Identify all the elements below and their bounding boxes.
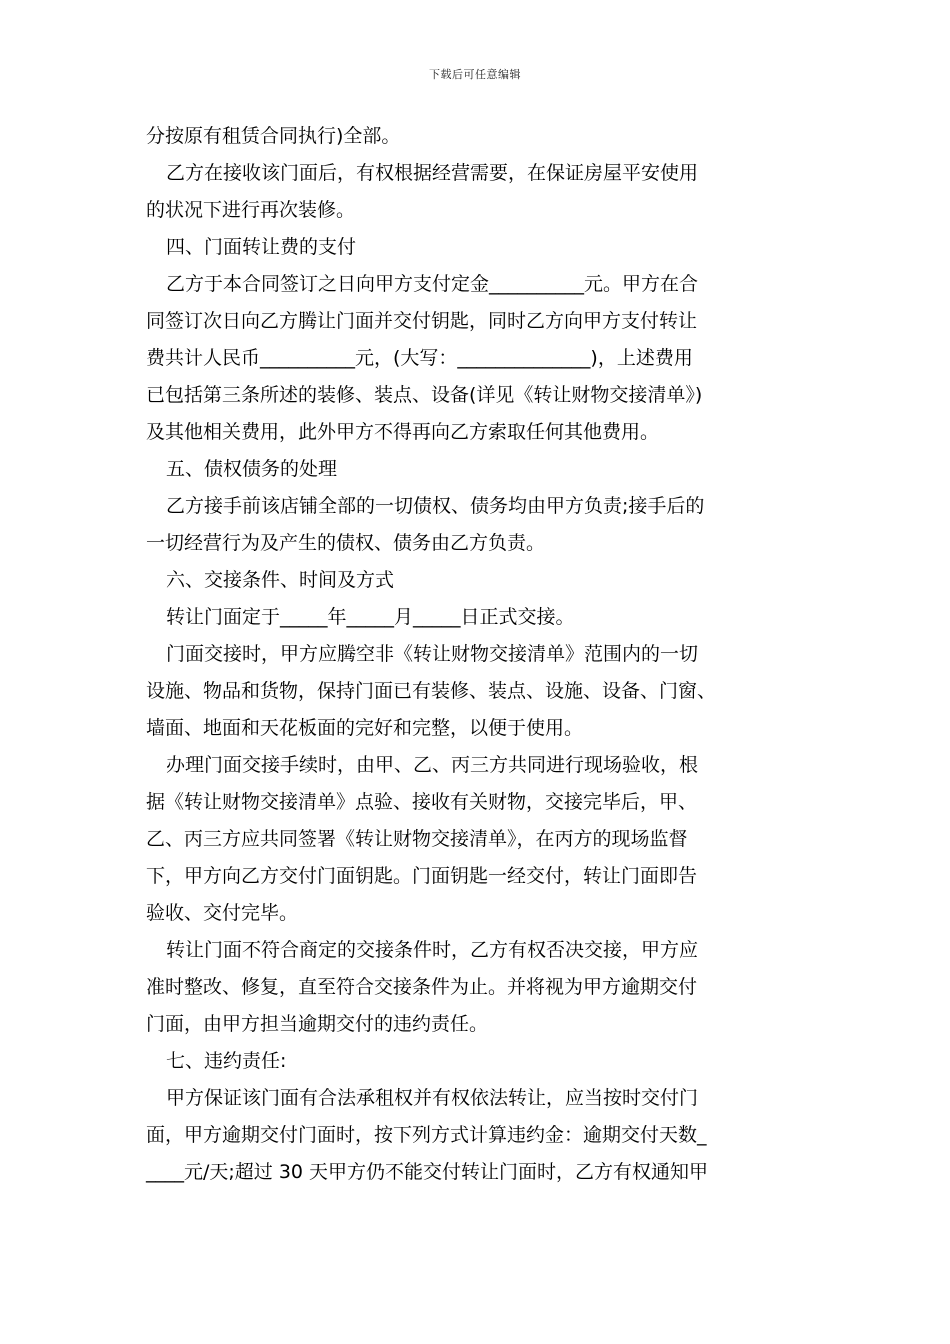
text-line: 分按原有租赁合同执行)全部。 — [146, 125, 401, 147]
text-line: ____元/天;超过 30 天甲方仍不能交付转让门面时，乙方有权通知甲 — [146, 1161, 709, 1183]
text-line: 六、交接条件、时间及方式 — [166, 569, 395, 591]
text-line: 办理门面交接手续时，由甲、乙、丙三方共同进行现场验收，根 — [166, 754, 699, 776]
text-line: 墙面、地面和天花板面的完好和完整，以便于使用。 — [146, 717, 584, 739]
text-line: 的状况下进行再次装修。 — [146, 199, 356, 221]
text-line: 门面交接时，甲方应腾空非《转让财物交接清单》范围内的一切 — [166, 643, 699, 665]
text-line: 据《转让财物交接清单》点验、接收有关财物，交接完毕后，甲、 — [146, 791, 698, 813]
text-line: 转让门面不符合商定的交接条件时，乙方有权否决交接，甲方应 — [166, 939, 699, 961]
page-header: 下载后可任意编辑 — [429, 68, 521, 81]
text-line: 费共计人民币__________元，(大写：______________)，上述费用 — [146, 347, 693, 369]
text-line: 乙方在接收该门面后，有权根据经营需要，在保证房屋平安使用 — [166, 162, 699, 184]
text-line: 四、门面转让费的支付 — [166, 236, 357, 258]
text-line: 五、债权债务的处理 — [166, 458, 338, 480]
text-line: 甲方保证该门面有合法承租权并有权依法转让，应当按时交付门 — [166, 1087, 699, 1109]
text-line: 准时整改、修复，直至符合交接条件为止。并将视为甲方逾期交付 — [146, 976, 698, 998]
text-line: 门面，由甲方担当逾期交付的违约责任。 — [146, 1013, 489, 1035]
text-line: 已包括第三条所述的装修、装点、设备(详见《转让财物交接清单》) — [146, 384, 703, 406]
text-line: 转让门面定于_____年_____月_____日正式交接。 — [166, 606, 575, 628]
contract-body — [146, 118, 836, 1191]
text-line: 验收、交付完毕。 — [146, 902, 299, 924]
text-line: 乙方于本合同签订之日向甲方支付定金__________元。甲方在合 — [166, 273, 699, 295]
text-line: 下，甲方向乙方交付门面钥匙。门面钥匙一经交付，转让门面即告 — [146, 865, 698, 887]
text-line: 及其他相关费用，此外甲方不得再向乙方索取任何其他费用。 — [146, 421, 660, 443]
text-line: 面，甲方逾期交付门面时，按下列方式计算违约金：逾期交付天数_ — [146, 1124, 707, 1146]
text-line: 七、违约责任: — [166, 1050, 287, 1072]
text-line: 设施、物品和货物，保持门面已有装修、装点、设施、设备、门窗、 — [146, 680, 717, 702]
text-line: 一切经营行为及产生的债权、债务由乙方负责。 — [146, 532, 546, 554]
text-line: 乙方接手前该店铺全部的一切债权、债务均由甲方负责;接手后的 — [166, 495, 705, 517]
text-line: 同签订次日向乙方腾让门面并交付钥匙，同时乙方向甲方支付转让 — [146, 310, 698, 332]
text-line: 乙、丙三方应共同签署《转让财物交接清单》，在丙方的现场监督 — [146, 828, 688, 850]
